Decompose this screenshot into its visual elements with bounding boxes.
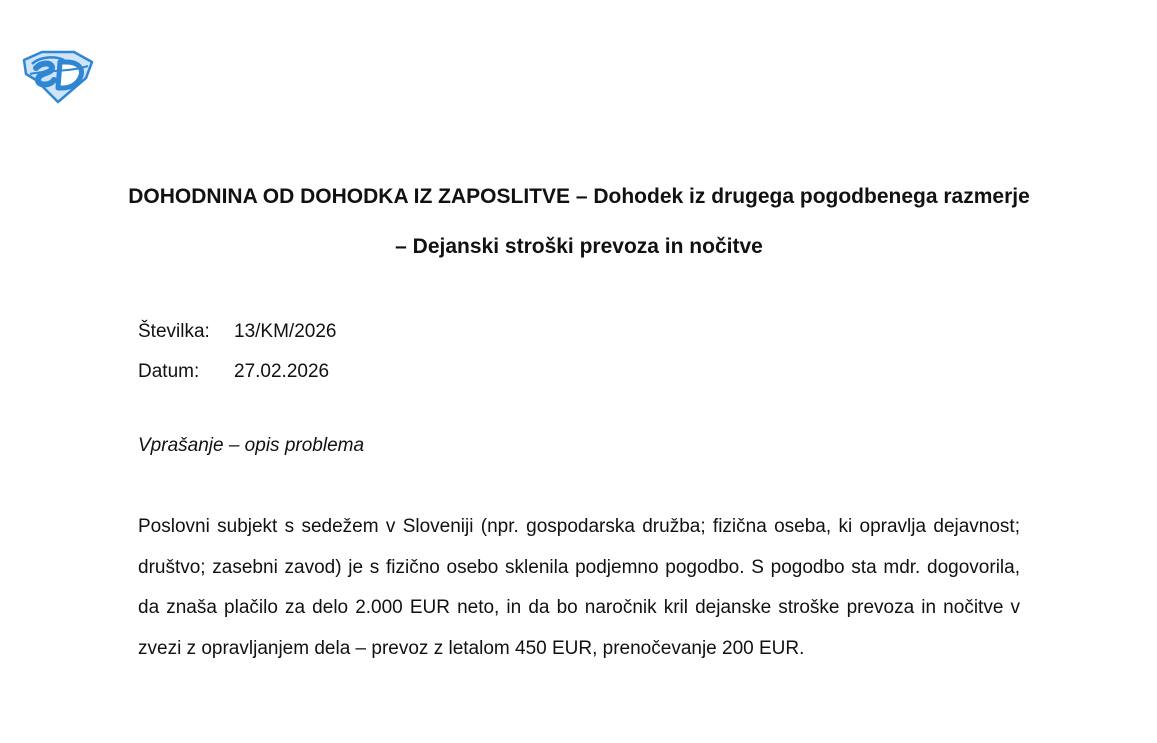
number-label: Številka: xyxy=(138,321,210,342)
document-meta xyxy=(138,312,336,392)
sd-logo-icon xyxy=(22,50,94,104)
date-label: Datum: xyxy=(138,361,200,382)
date-value: 27.02.2026 xyxy=(234,361,330,382)
page-title: DOHODNINA OD DOHODKA IZ ZAPOSLITVE – Dohodek iz drugega pogodbenega razmerje – Dejanski stroški prevoza in nočitve xyxy=(128,185,1030,258)
date-row xyxy=(138,352,336,392)
body-paragraph: Poslovni subjekt s sedežem v Sloveniji (npr. gospodarska družba; fizična oseba, ki opravlja dejavnost; društvo; zasebni zavod) je s fizično osebo sklenila podjemno pogodbo. S pogodbo sta mdr. dogovorila, da znaša plačilo za delo 2.000 EUR neto, in da bo naročnik kril dejanske stroške prevoza in nočitve v zvezi z opravljanjem dela – prevoz z letalom 450 EUR, prenočevanje 200 EUR. xyxy=(138,516,1020,659)
number-value: 13/KM/2026 xyxy=(234,321,337,342)
section-heading: Vprašanje – opis problema xyxy=(138,435,365,456)
number-row xyxy=(138,312,336,352)
